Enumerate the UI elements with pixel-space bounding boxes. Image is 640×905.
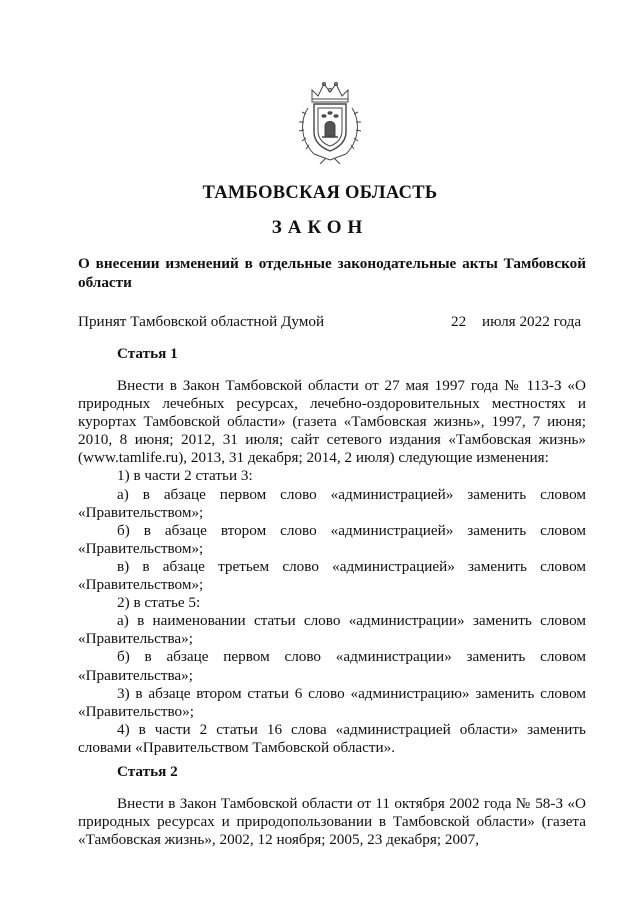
article-1-paragraph: 4) в части 2 статьи 16 слова «администрацией области» заменить словами «Правительством Тамбовской области».: [78, 720, 586, 756]
region-title: ТАМБОВСКАЯ ОБЛАСТЬ: [202, 183, 438, 203]
article-1-heading: Статья 1: [117, 345, 178, 362]
article-2-body: [78, 795, 586, 849]
article-1-body: [78, 377, 586, 757]
coat-of-arms-emblem: [298, 80, 362, 164]
article-1-paragraph: в) в абзаце третьем слово «администрацией» заменить словом «Правительством»;: [78, 557, 586, 594]
adopted-day: 22: [451, 313, 467, 330]
adopted-by: Принят Тамбовской областной Думой: [78, 313, 325, 330]
article-1-paragraph: а) в абзаце первом слово «администрацией» заменить словом «Правительством»;: [78, 485, 586, 521]
article-2-paragraph: Внести в Закон Тамбовской области от 11 октября 2002 года № 58-З «О природных ресурсах и природопользовании в Тамбовской области» (газета «Тамбовская жизнь», 2002, 12 ноября; 2005, 23 декабря; 2007,: [78, 795, 586, 849]
article-2-heading: Статья 2: [117, 763, 178, 780]
law-subject-title: О внесении изменений в отдельные законодательные акты Тамбовской области: [78, 255, 586, 291]
law-title: ЗАКОН: [271, 217, 369, 238]
article-1-paragraph: а) в наименовании статьи слово «администрации» заменить словом «Правительства»;: [78, 612, 586, 648]
article-1-paragraph: 3) в абзаце втором статьи 6 слово «администрацию» заменить словом «Правительство»;: [78, 684, 586, 720]
article-1-paragraph: б) в абзаце втором слово «администрацией» заменить словом «Правительством»;: [78, 521, 586, 557]
adopted-date: июля 2022 года: [482, 313, 582, 330]
article-1-paragraph: 2) в статье 5:: [117, 594, 201, 612]
article-1-paragraph: Внести в Закон Тамбовской области от 27 мая 1997 года № 113-З «О природных лечебных ресурсах, лечебно-оздоровительных местностях и курортах Тамбовской области» (газета «Тамбовская жизнь», 1997, 7 июня; 2010, 8 июня; 2012, 31 июля; сайт сетевого издания «Тамбовская жизнь» (www.tamlife.ru), 2013, 31 декабря; 2014, 2 июля) следующие изменения:: [78, 377, 586, 467]
article-1-paragraph: 1) в части 2 статьи 3:: [117, 467, 253, 485]
article-1-paragraph: б) в абзаце первом слово «администрации» заменить словом «Правительства»;: [78, 648, 586, 684]
